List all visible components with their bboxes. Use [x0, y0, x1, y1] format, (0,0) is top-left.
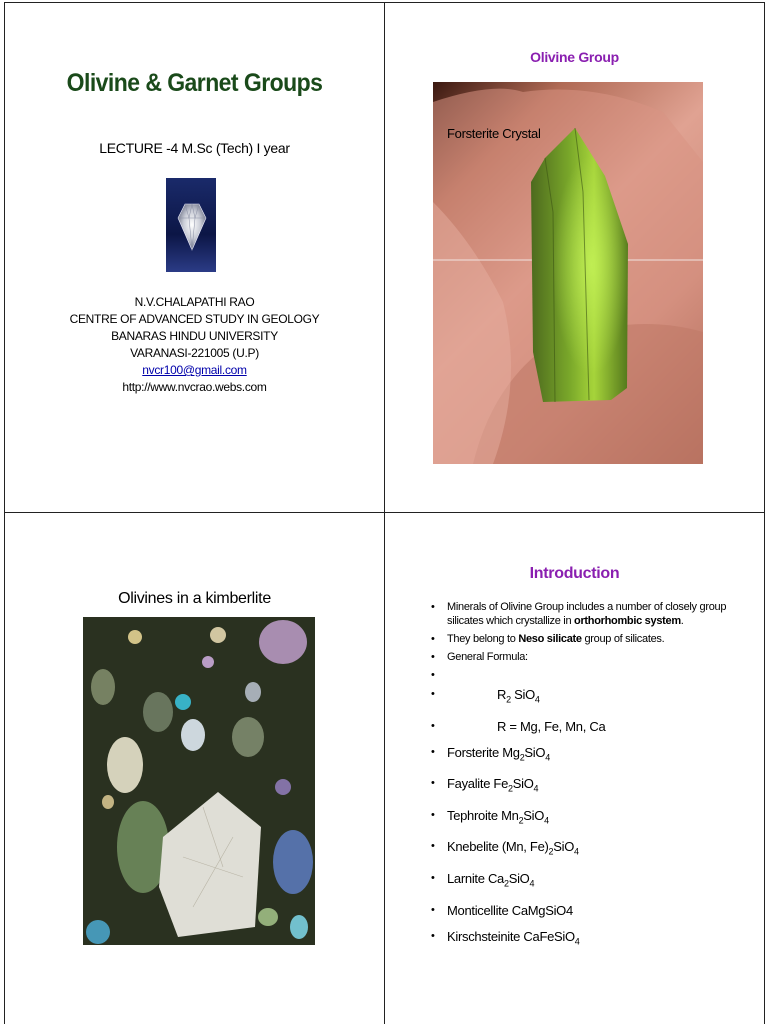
slide-title [4, 2, 385, 513]
website-text: http://www.nvcrao.webs.com [122, 380, 267, 394]
slide-heading: Olivines in a kimberlite [118, 590, 271, 607]
list-item [431, 668, 741, 682]
list-item: • Forsterite $Mg_2SiO_4$ [431, 744, 741, 767]
author-city: VARANASI-221005 (U.P) [130, 346, 259, 360]
list-item: • Fayalite $Fe_2SiO_4$ [431, 775, 741, 798]
slide-heading: Introduction [529, 565, 620, 582]
author-block [5, 294, 384, 396]
slide-introduction [384, 512, 765, 1024]
list-item: • $R_2$ SiO$_4$ [431, 686, 741, 709]
diamond-image [166, 178, 216, 272]
kimberlite-thin-section-image [83, 617, 315, 945]
photo-caption: Forsterite Crystal [447, 126, 541, 141]
list-item: • Kirschsteinite CaFeSiO$_4$ [431, 928, 741, 951]
list-item: • General Formula: [431, 650, 741, 664]
intro-bullet-list [431, 600, 741, 959]
email-link[interactable]: nvcr100@gmail.com [142, 363, 247, 377]
lecture-subtitle: LECTURE -4 M.Sc (Tech) I year [99, 140, 290, 156]
forsterite-crystal-photo [433, 82, 703, 464]
list-item: • Larnite $Ca_2SiO_4$ [431, 870, 741, 893]
list-item: • They belong to Neso silicate group of silicates. [431, 632, 741, 646]
list-item: • Minerals of Olivine Group includes a number of closely group silicates which crystallize in orthorhombic system. [431, 600, 741, 628]
list-item: • Tephroite $Mn_2SiO_4$ [431, 807, 741, 830]
lecture-title: Olivine & Garnet Groups [66, 69, 323, 97]
list-item: • Knebelite (Mn, $Fe)_2SiO_4$ [431, 838, 741, 861]
slide-heading: Olivine Group [530, 49, 619, 65]
slide-kimberlite [4, 512, 385, 1024]
author-centre: CENTRE OF ADVANCED STUDY IN GEOLOGY [69, 312, 320, 326]
list-item: • Monticellite CaMgSiO4 [431, 902, 741, 919]
slide-olivine-group [384, 2, 765, 513]
author-university: BANARAS HINDU UNIVERSITY [111, 329, 278, 343]
list-item: • R = Mg, Fe, Mn, Ca [431, 718, 741, 735]
author-name: N.V.CHALAPATHI RAO [134, 295, 255, 309]
